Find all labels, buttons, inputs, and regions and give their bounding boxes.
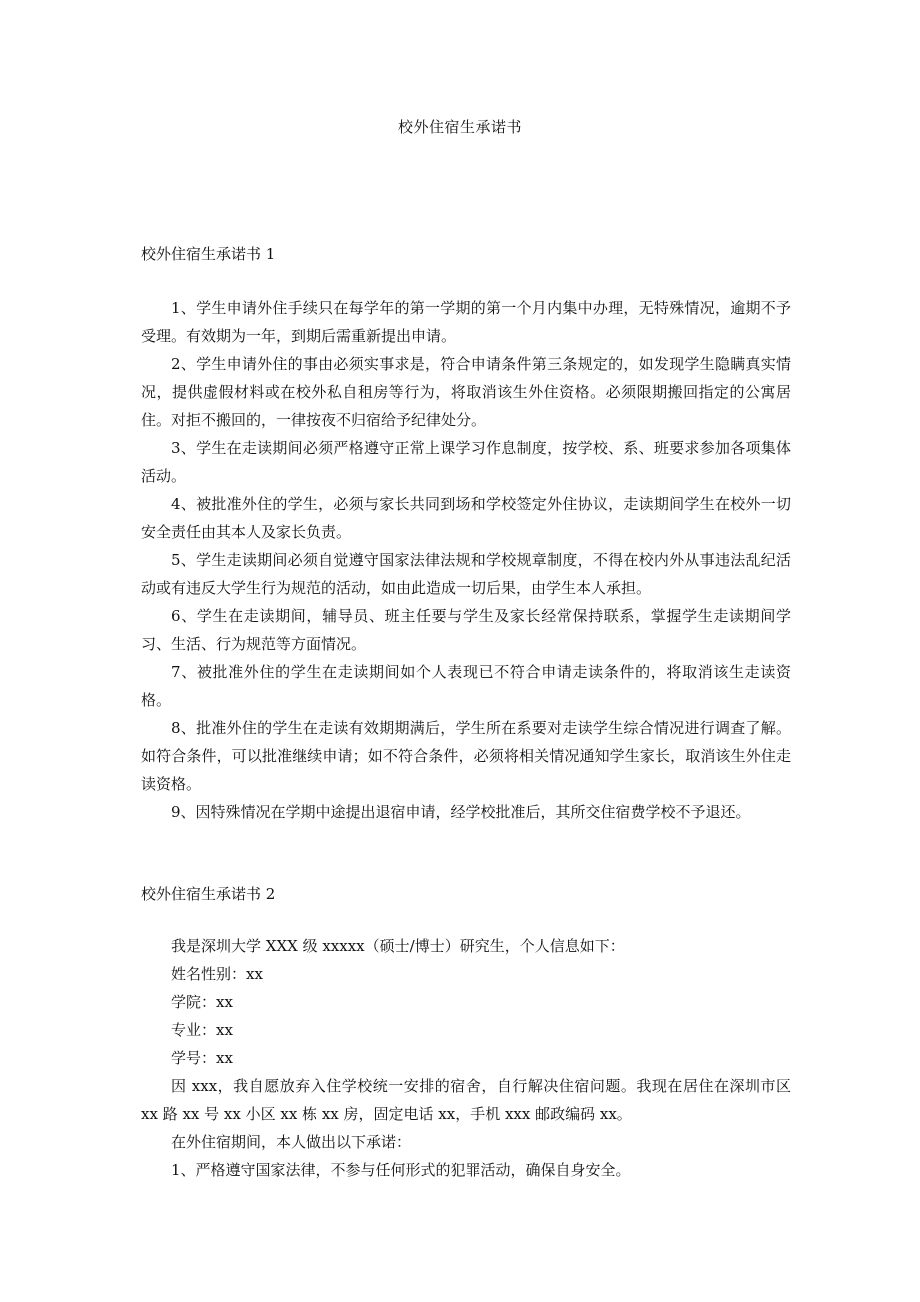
paragraph: 学院：xx [171,993,233,1011]
document-title: 校外住宿生承诺书 [397,118,522,136]
paragraph: 3、学生在走读期间必须严格遵守正常上课学习作息制度，按学校、系、班要求参加各项集体活动。 [141,439,791,485]
section-heading-2: 校外住宿生承诺书 2 [141,885,276,903]
section-heading-1: 校外住宿生承诺书 1 [141,245,276,263]
paragraph: 1、严格遵守国家法律，不参与任何形式的犯罪活动，确保自身安全。 [171,1161,631,1179]
paragraph: 在外住宿期间，本人做出以下承诺： [171,1133,412,1151]
paragraph: 8、批准外住的学生在走读有效期期满后，学生所在系要对走读学生综合情况进行调查了解。如符合条件，可以批准继续申请；如不符合条件，必须将相关情况通知学生家长，取消该生外住走读资格。 [141,719,791,793]
paragraph: 4、被批准外住的学生，必须与家长共同到场和学校签定外住协议，走读期间学生在校外一切安全责任由其本人及家长负责。 [141,495,791,541]
paragraph: 专业：xx [171,1021,233,1039]
section-2-body [141,932,791,1184]
paragraph: 6、学生在走读期间，辅导员、班主任要与学生及家长经常保持联系，掌握学生走读期间学习、生活、行为规范等方面情况。 [141,607,791,653]
paragraph: 学号：xx [171,1049,233,1067]
paragraph: 9、因特殊情况在学期中途提出退宿申请，经学校批准后，其所交住宿费学校不予退还。 [171,803,751,821]
paragraph: 1、学生申请外住手续只在每学年的第一学期的第一个月内集中办理，无特殊情况，逾期不予受理。有效期为一年，到期后需重新提出申请。 [141,299,791,345]
paragraph: 7、被批准外住的学生在走读期间如个人表现已不符合申请走读条件的，将取消该生走读资格。 [141,663,791,709]
section-1-body [141,294,791,826]
paragraph: 姓名性别：xx [171,965,263,983]
paragraph: 因 xxx，我自愿放弃入住学校统一安排的宿舍，自行解决住宿问题。我现在居住在深圳市区 xx 路 xx 号 xx 小区 xx 栋 xx 房，固定电话 xx，手机 xxx 邮政编码 xx。 [141,1077,791,1123]
paragraph: 2、学生申请外住的事由必须实事求是，符合申请条件第三条规定的，如发现学生隐瞒真实情况，提供虚假材料或在校外私自租房等行为，将取消该生外住资格。必须限期搬回指定的公寓居住。对拒不搬回的，一律按夜不归宿给予纪律处分。 [141,355,791,429]
paragraph: 5、学生走读期间必须自觉遵守国家法律法规和学校规章制度，不得在校内外从事违法乱纪活动或有违反大学生行为规范的活动，如由此造成一切后果，由学生本人承担。 [141,551,791,597]
paragraph: 我是深圳大学 XXX 级 xxxxx（硕士/博士）研究生，个人信息如下： [171,937,625,955]
